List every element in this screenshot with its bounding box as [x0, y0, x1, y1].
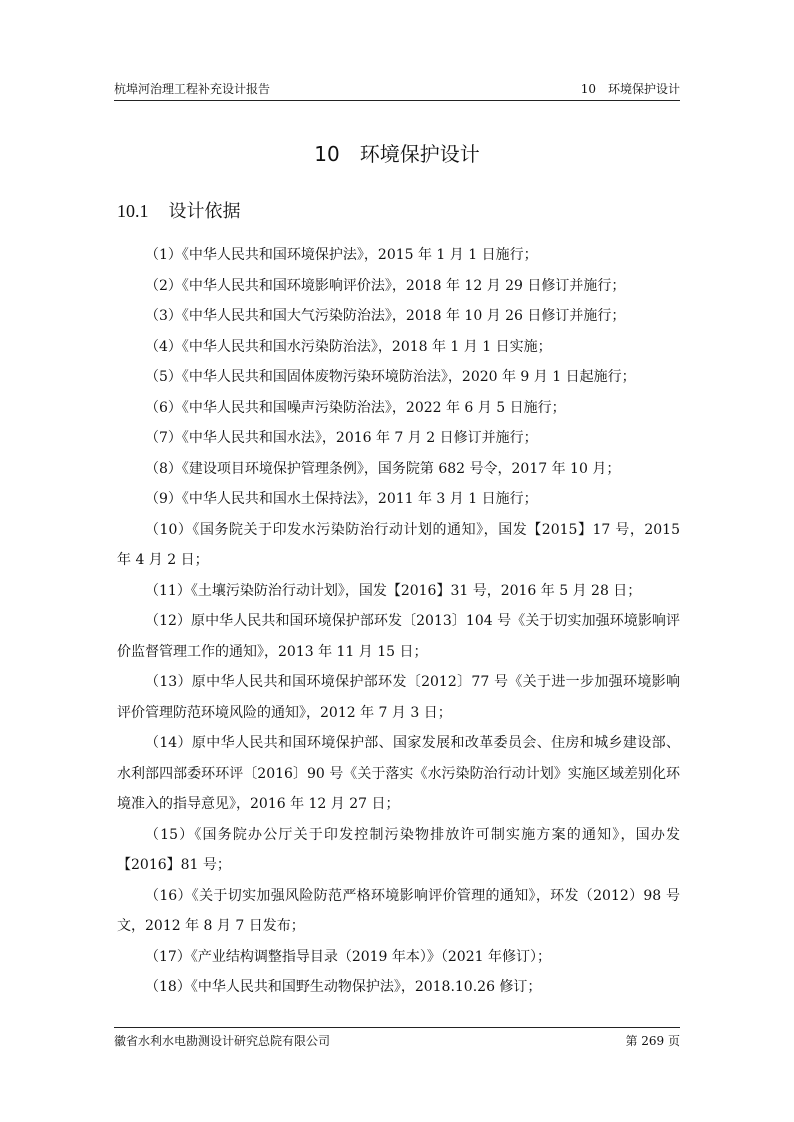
- header-chapter: 10 环境保护设计: [580, 82, 680, 96]
- section-heading: [117, 197, 241, 226]
- list-item: （16）《关于切实加强风险防范严格环境影响评价管理的通知》，环发（2012）98 号文，2012 年 8 月 7 日发布；: [117, 887, 680, 934]
- list-item: （13）原中华人民共和国环境保护部环发〔2012〕77 号《关于进一步加强环境影响评价管理防范环境风险的通知》，2012 年 7 月 3 日；: [117, 674, 680, 721]
- list-item: （1）《中华人民共和国环境保护法》，2015 年 1 月 1 日施行；: [145, 247, 538, 263]
- header-divider: [114, 100, 680, 101]
- page-header: [114, 80, 680, 98]
- list-item: （10）《国务院关于印发水污染防治行动计划的通知》，国发【2015】17 号，2015 年 4 月 2 日；: [117, 521, 680, 568]
- header-report-title: 杭埠河治理工程补充设计报告: [114, 82, 271, 96]
- list-item: （5）《中华人民共和国固体废物污染环境防治法》，2020 年 9 月 1 日起施行；: [145, 369, 636, 385]
- section-title: 设计依据: [168, 201, 241, 222]
- list-item: （9）《中华人民共和国水土保持法》，2011 年 3 月 1 日施行；: [145, 491, 538, 507]
- list-item: （15）《国务院办公厅关于印发控制污染物排放许可制实施方案的通知》，国办发【2016】81 号；: [117, 826, 680, 873]
- reference-list: [117, 240, 680, 1003]
- list-item: （4）《中华人民共和国水污染防治法》，2018 年 1 月 1 日实施；: [145, 338, 552, 355]
- list-item: （17）《产业结构调整指导目录（2019 年本）》（2021 年修订）；: [145, 948, 551, 965]
- page-footer: [114, 1032, 680, 1050]
- list-item: （6）《中华人民共和国噪声污染防治法》，2022 年 6 月 5 日施行；: [145, 399, 566, 416]
- list-item: （18）《中华人民共和国野生动物保护法》，2018.10.26 修订；: [145, 979, 542, 995]
- page-number: 第 269 页: [625, 1034, 680, 1048]
- list-item: （2）《中华人民共和国环境影响评价法》，2018 年 12 月 29 日修订并施行；: [145, 277, 626, 294]
- footer-company: 徽省水利水电勘测设计研究总院有限公司: [114, 1034, 331, 1048]
- list-item: （12）原中华人民共和国环境保护部环发〔2013〕104 号《关于切实加强环境影响评价监督管理工作的通知》，2013 年 11 月 15 日；: [117, 613, 680, 660]
- list-item: （7）《中华人民共和国水法》，2016 年 7 月 2 日修订并施行；: [145, 430, 538, 446]
- list-item: （11）《土壤污染防治行动计划》，国发【2016】31 号，2016 年 5 月 28 日；: [145, 582, 642, 599]
- section-number: 10.1: [117, 201, 149, 221]
- list-item: （8）《建设项目环境保护管理条例》，国务院第 682 号令，2017 年 10 月；: [145, 460, 621, 477]
- chapter-title: 10 环境保护设计: [314, 142, 480, 166]
- footer-divider: [114, 1027, 680, 1028]
- list-item: （3）《中华人民共和国大气污染防治法》，2018 年 10 月 26 日修订并施行；: [145, 308, 626, 324]
- list-item: （14）原中华人民共和国环境保护部、国家发展和改革委员会、住房和城乡建设部、水利部四部委环环评〔2016〕90 号《关于落实《水污染防治行动计划》实施区域差别化环境准入的指导意见》，2016 年 12 月 27 日；: [117, 735, 680, 812]
